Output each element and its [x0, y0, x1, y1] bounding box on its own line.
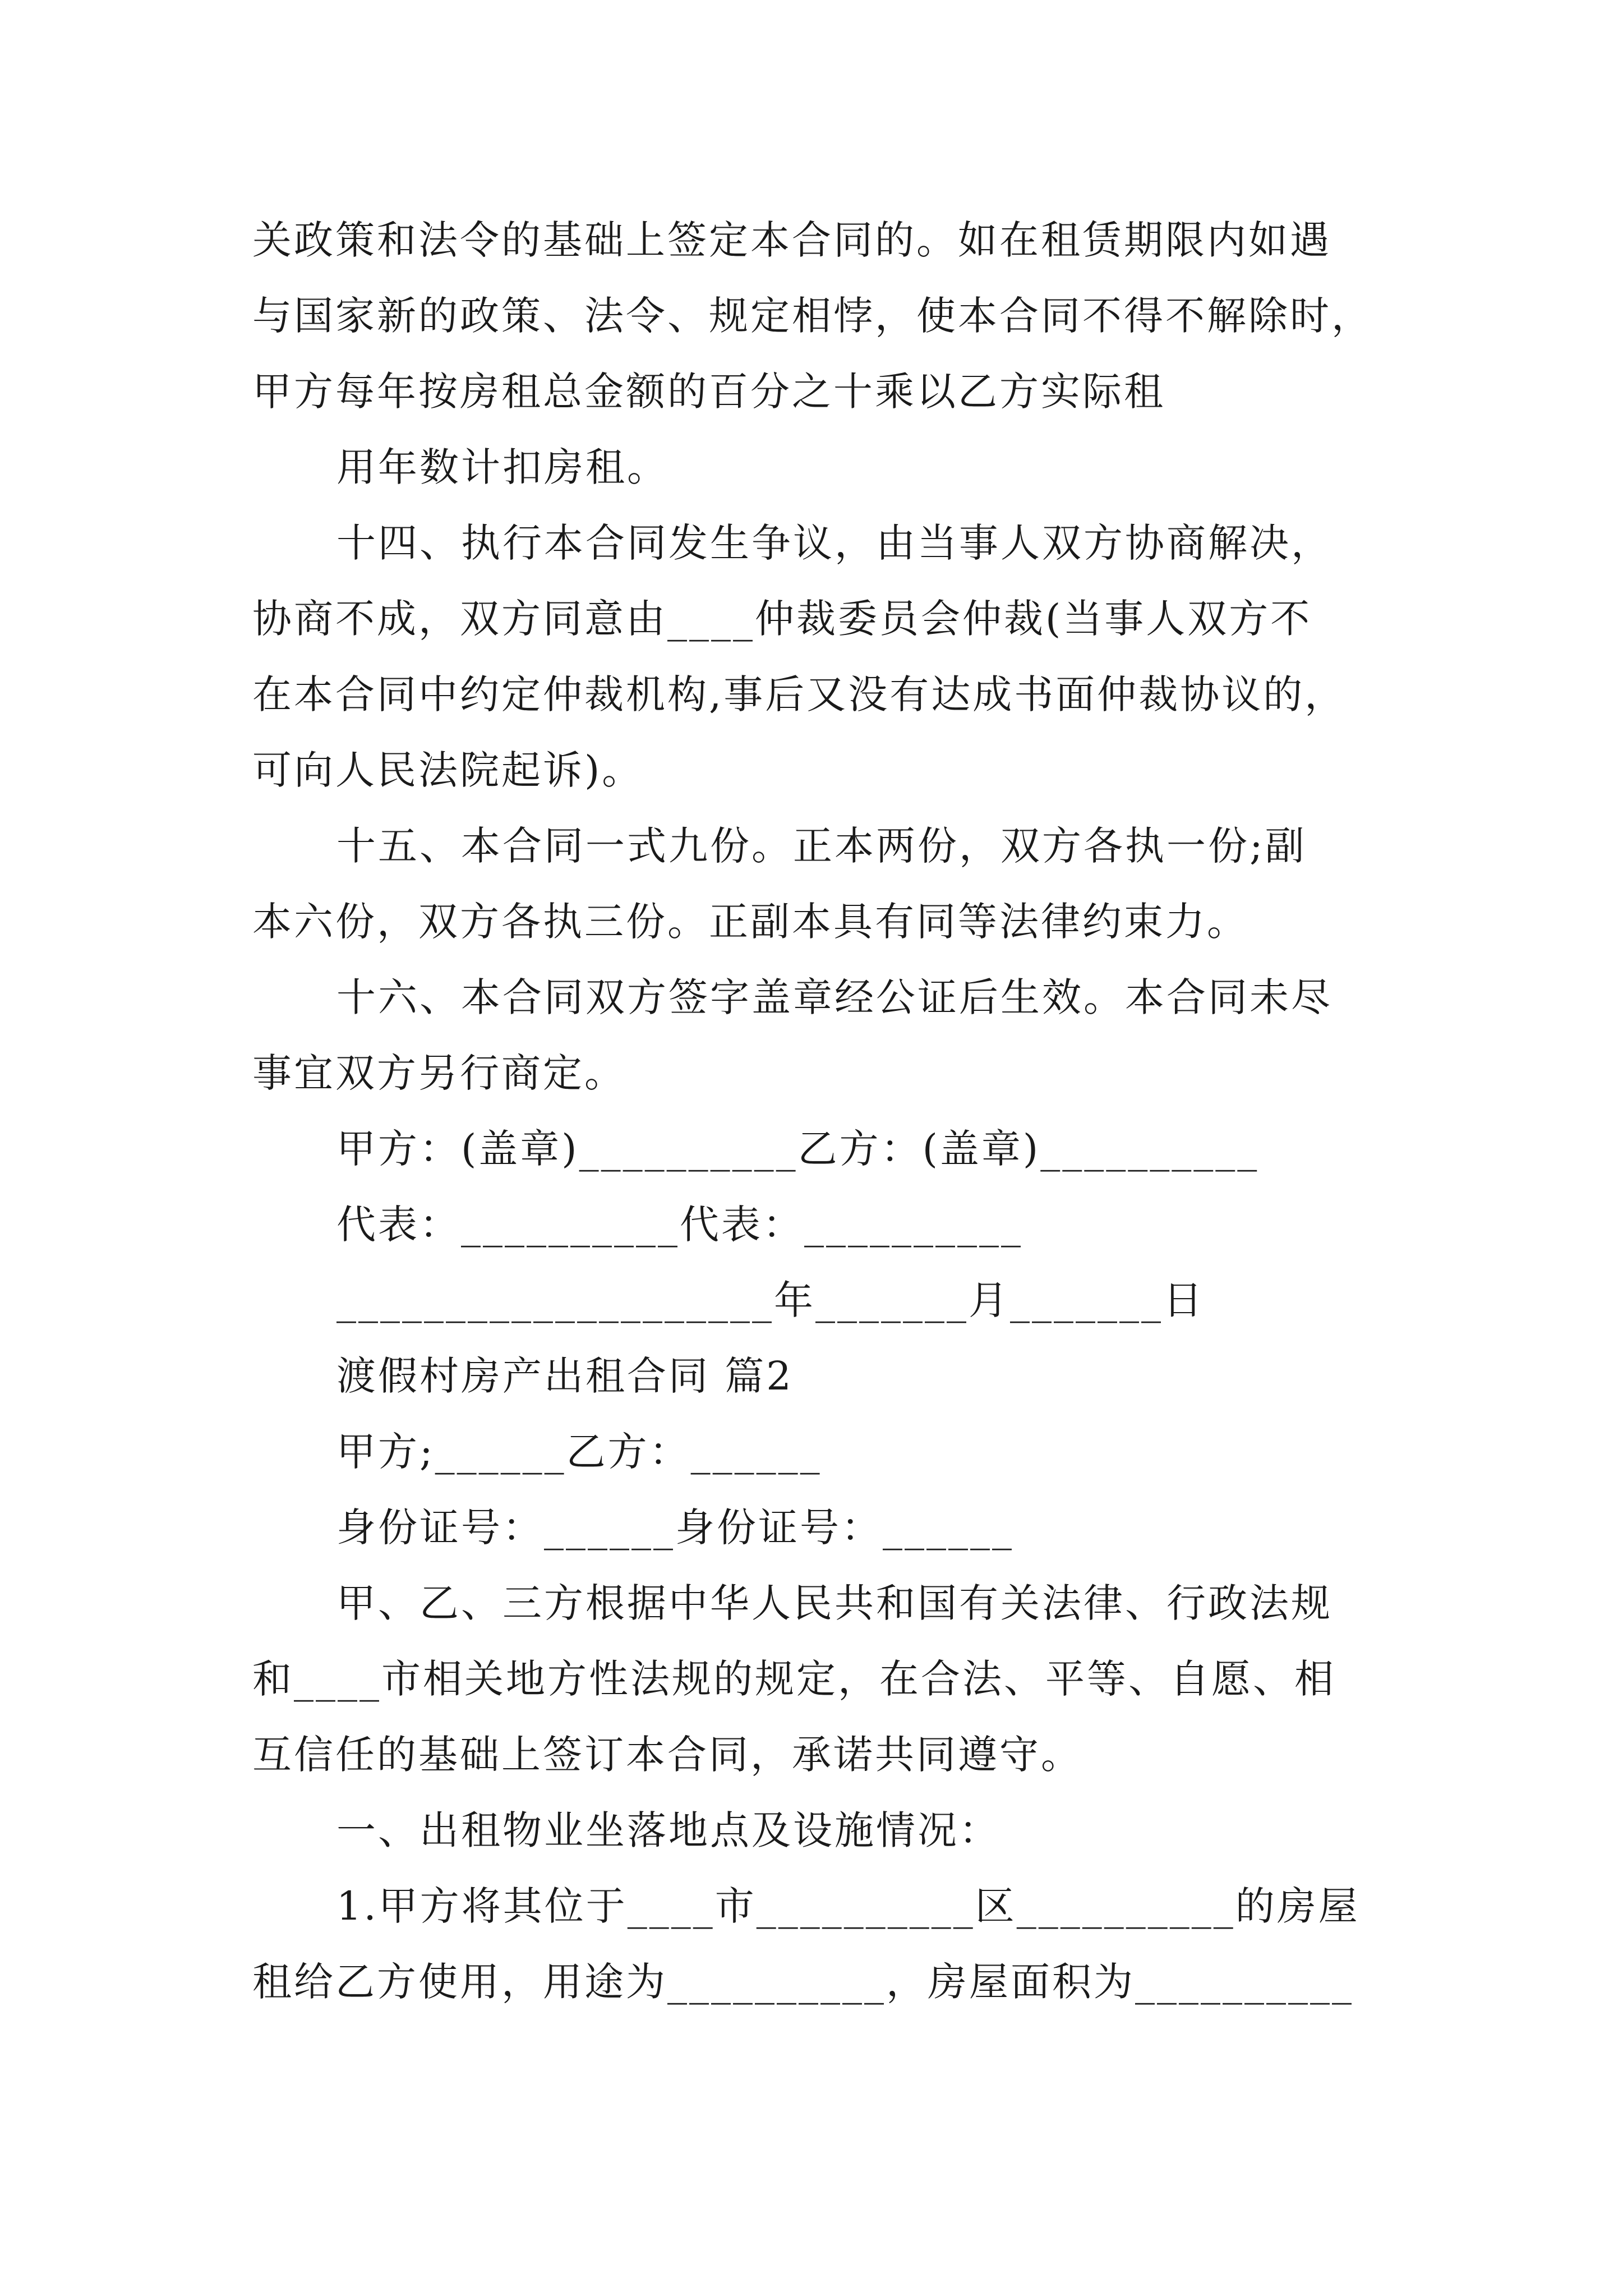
signature-representative-line: 代表：__________代表：__________	[336, 1202, 1023, 1248]
party-line: 甲方;______乙方：______	[336, 1429, 822, 1475]
signature-date-line: ____________________年_______月_______日	[336, 1277, 1205, 1323]
preamble: 甲、乙、三方根据中华人民共和国有关法律、行政法规	[336, 1580, 1332, 1626]
text-line: 关政策和法令的基础上签定本合同的。如在租赁期限内如遇	[252, 217, 1331, 263]
text-line: 协商不成，双方同意由____仲裁委员会仲裁(当事人双方不	[252, 596, 1312, 642]
text-line: 和____市相关地方性法规的规定，在合法、平等、自愿、相	[252, 1656, 1336, 1702]
text-line: 本六份，双方各执三份。正副本具有同等法律约束力。	[252, 899, 1248, 945]
clause-14: 十四、执行本合同发生争议，由当事人双方协商解决，	[336, 520, 1332, 566]
text-line: 可向人民法院起诉)。	[252, 747, 644, 793]
id-number-line: 身份证号：______身份证号：______	[336, 1504, 1014, 1550]
text-line: 在本合同中约定仲裁机构,事后又没有达成书面仲裁协议的，	[252, 671, 1347, 717]
clause-16: 十六、本合同双方签字盖章经公证后生效。本合同未尽	[336, 974, 1332, 1020]
article-1-heading: 一、出租物业坐落地点及设施情况：	[336, 1807, 1000, 1853]
clause-15: 十五、本合同一式九份。正本两份，双方各执一份;副	[336, 823, 1307, 869]
text-line: 租给乙方使用，用途为__________，房屋面积为__________	[252, 1959, 1354, 2005]
text-line: 与国家新的政策、法令、规定相悖，使本合同不得不解除时，	[252, 293, 1373, 339]
text-line: 甲方每年按房租总金额的百分之十乘以乙方实际租	[252, 369, 1165, 415]
text-line: 互信任的基础上签订本合同，承诺共同遵守。	[252, 1732, 1082, 1778]
text-line: 事宜双方另行商定。	[252, 1050, 626, 1096]
article-1-item-1: 1.甲方将其位于____市__________区__________的房屋	[336, 1883, 1360, 1929]
text-line: 用年数计扣房租。	[336, 444, 668, 490]
signature-seal-line: 甲方：(盖章)__________乙方：(盖章)__________	[336, 1126, 1260, 1172]
section-heading: 渡假村房产出租合同 篇2	[336, 1353, 794, 1399]
